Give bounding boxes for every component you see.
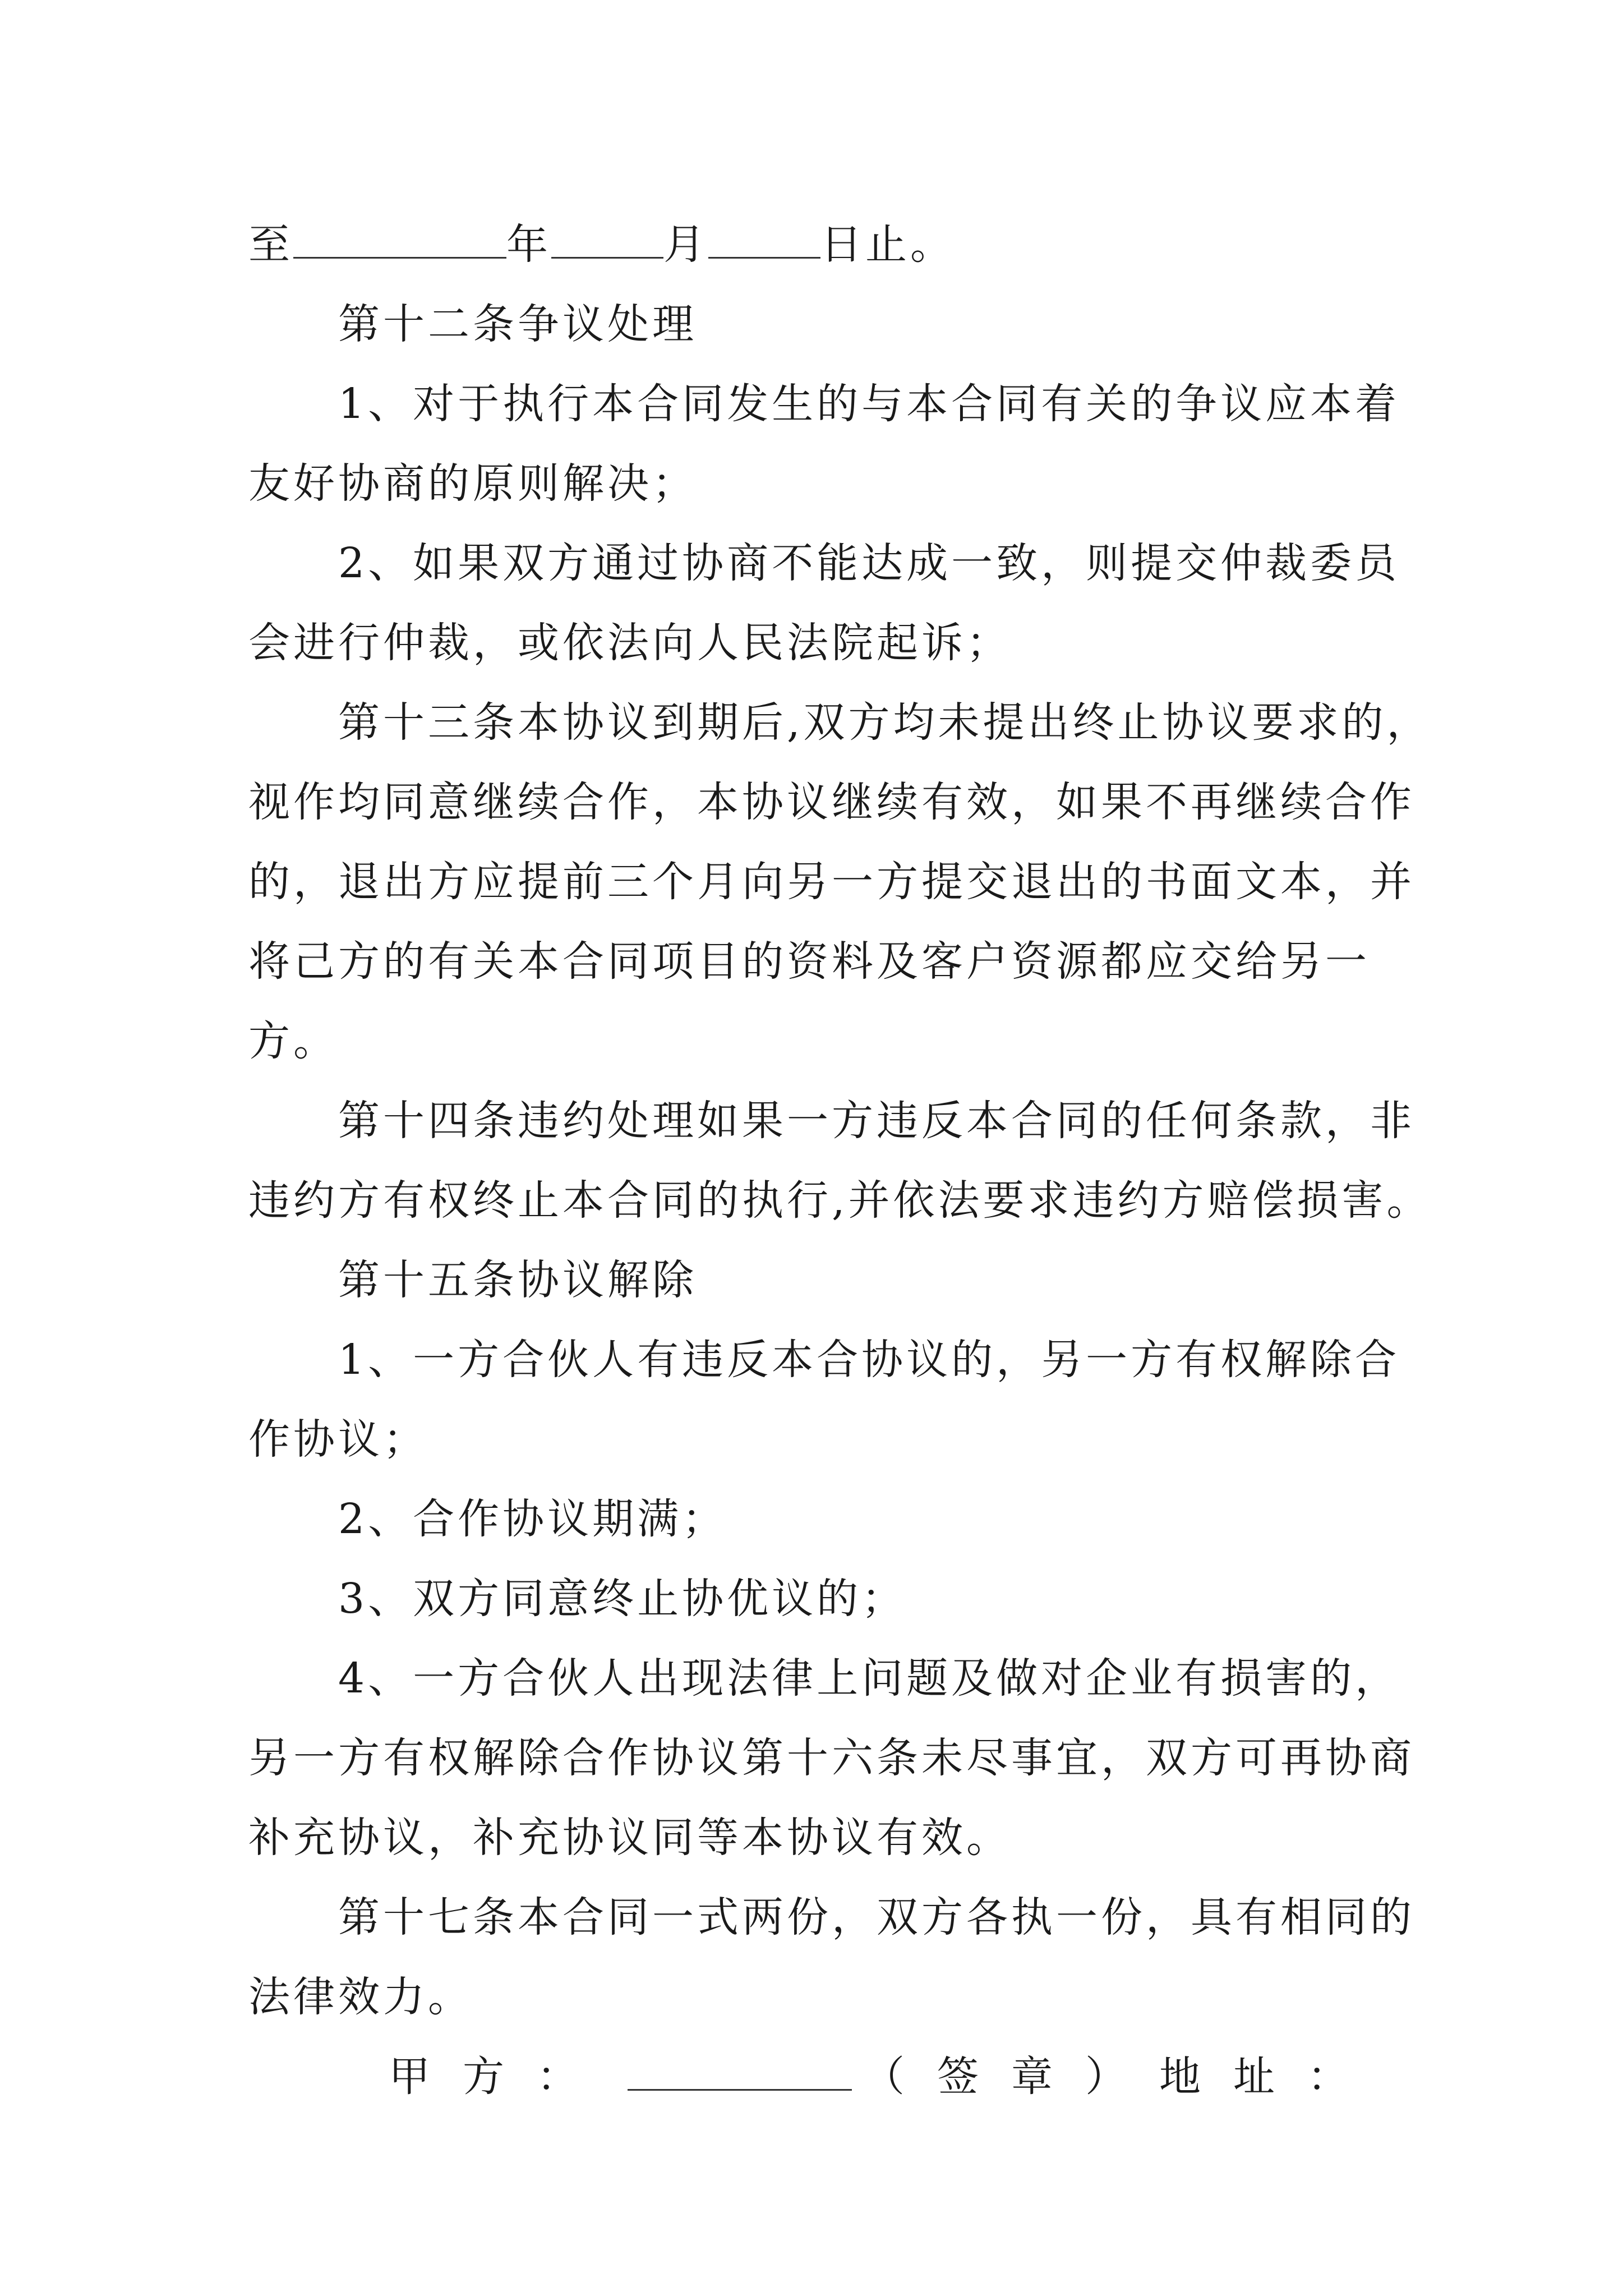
article-15-heading: 第十五条协议解除 — [338, 1256, 697, 1304]
date-prefix: 至 — [248, 220, 293, 269]
date-line — [248, 205, 1381, 284]
article-12-item-2-line-2: 会进行仲裁，或依法向人民法院起诉； — [248, 619, 1011, 667]
month-blank — [551, 218, 663, 259]
day-label: 日止。 — [820, 220, 955, 269]
article-12-heading: 第十二条争议处理 — [338, 300, 697, 348]
signature-blank — [628, 2050, 852, 2091]
article-13-line-5: 方。 — [248, 1017, 338, 1065]
article-13-line-1: 第十三条本协议到期后,双方均未提出终止协议要求的， — [338, 698, 1432, 747]
day-blank — [708, 218, 820, 259]
article-15-item-2: 2、合作协议期满； — [338, 1495, 727, 1543]
year-blank — [293, 218, 506, 259]
article-17-line-1: 第十七条本合同一式两份，双方各执一份，具有相同的 — [338, 1893, 1415, 1941]
article-15-item-4-line-3: 补充协议，补充协议同等本协议有效。 — [248, 1814, 1011, 1862]
article-13-line-4: 将己方的有关本合同项目的资料及客户资源都应交给另一 — [248, 937, 1370, 986]
month-label: 月 — [663, 220, 708, 269]
year-label: 年 — [506, 220, 551, 269]
article-12-item-1-line-1: 1、对于执行本合同发生的与本合同有关的争议应本着 — [338, 380, 1400, 428]
document-body — [248, 205, 1432, 2116]
article-14-line-2: 违约方有权终止本合同的执行,并依法要求违约方赔偿损害。 — [248, 1176, 1432, 1225]
article-15-item-1-line-2: 作协议； — [248, 1415, 428, 1464]
article-13-line-3: 的，退出方应提前三个月向另一方提交退出的书面文本，并 — [248, 858, 1415, 906]
article-15-item-4-line-1: 4、一方合伙人出现法律上问题及做对企业有损害的， — [338, 1654, 1400, 1703]
article-14-line-1: 第十四条违约处理如果一方违反本合同的任何条款，非 — [338, 1097, 1415, 1145]
signature-row — [248, 2037, 1381, 2116]
seal-address-label: （签章）地址： — [863, 2053, 1381, 2101]
article-15-item-4-line-2: 另一方有权解除合作协议第十六条未尽事宜，双方可再协商 — [248, 1734, 1415, 1782]
article-12-item-1-line-2: 友好协商的原则解决； — [248, 459, 697, 508]
article-12-item-2-line-1: 2、如果双方通过协商不能达成一致，则提交仲裁委员 — [338, 539, 1400, 587]
article-15-item-1-line-1: 1、一方合伙人有违反本合协议的，另一方有权解除合 — [338, 1336, 1400, 1384]
party-a-label: 甲方： — [389, 2053, 611, 2101]
article-13-line-2: 视作均同意继续合作，本协议继续有效，如果不再继续合作 — [248, 778, 1415, 826]
article-15-item-3: 3、双方同意终止协优议的； — [338, 1575, 907, 1623]
article-17-line-2: 法律效力。 — [248, 1973, 473, 2021]
